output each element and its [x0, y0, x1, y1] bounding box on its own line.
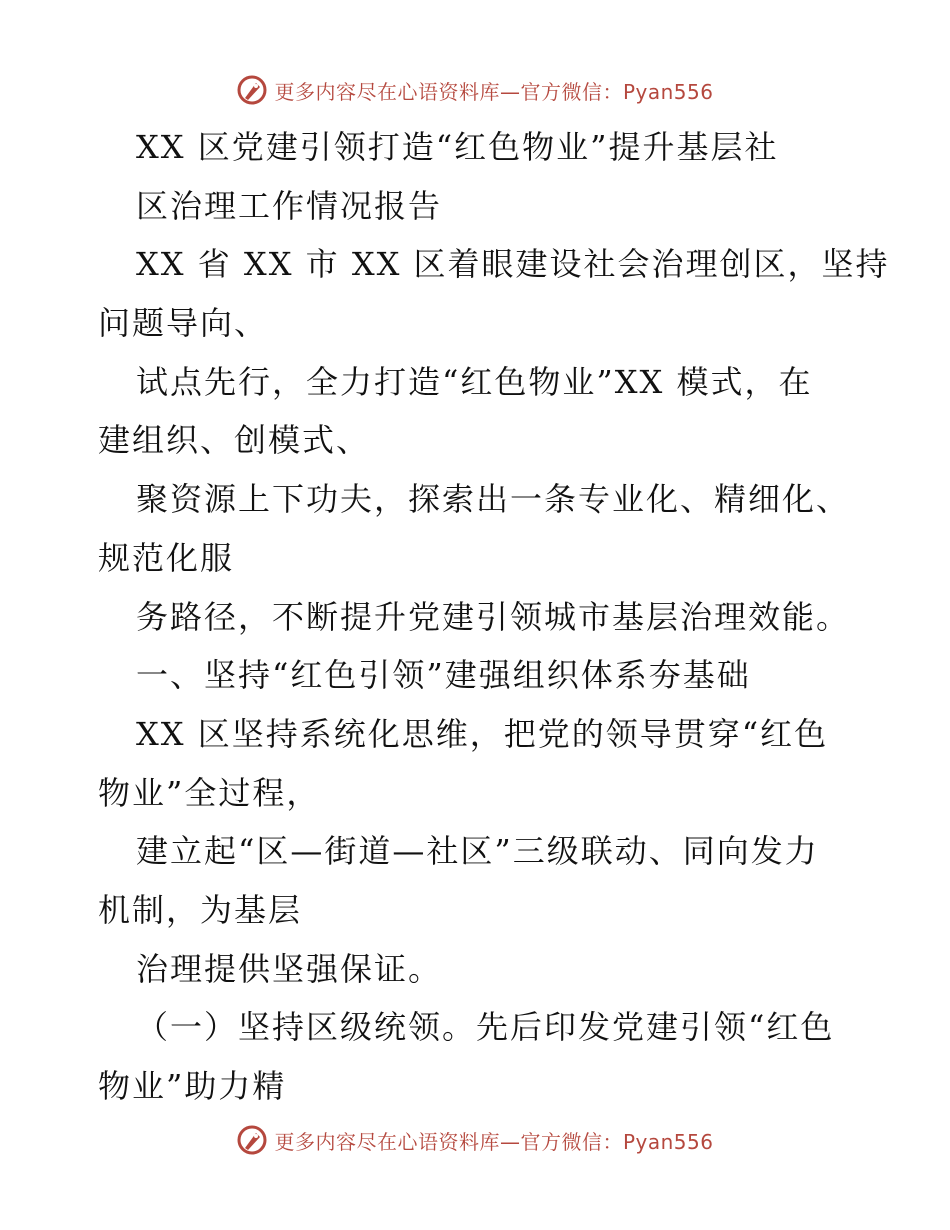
pen-nib-circle-icon: [236, 1124, 268, 1156]
doc-paragraph-line: 聚资源上下功夫，探索出一条专业化、精细化、: [136, 480, 851, 519]
doc-paragraph-line: 建立起“区—街道—社区”三级联动、同向发力: [136, 832, 819, 871]
pen-nib-circle-icon: [236, 74, 268, 106]
doc-paragraph-line: 物业”全过程，: [98, 773, 321, 812]
doc-paragraph-line: 务路径，不断提升党建引领城市基层治理效能。: [136, 597, 851, 636]
doc-paragraph-line: XX 区坚持系统化思维，把党的领导贯穿“红色: [136, 714, 829, 753]
doc-paragraph-line: 规范化服: [98, 538, 235, 577]
doc-title-line-2: 区治理工作情况报告: [136, 186, 443, 225]
doc-paragraph-line: 问题导向、: [98, 304, 269, 343]
doc-paragraph-line: 物业”助力精: [98, 1067, 287, 1105]
doc-subsection-line: （一）坚持区级统领。先后印发党建引领“红色: [136, 1008, 835, 1047]
footer-banner-text: 更多内容尽在心语资料库—官方微信：Pyan556: [274, 1129, 714, 1154]
footer-banner: [0, 1120, 950, 1160]
doc-paragraph-line: 建组织、创模式、: [98, 421, 371, 460]
doc-title-line-1: XX 区党建引领打造“红色物业”提升基层社: [136, 128, 779, 166]
doc-paragraph-line: XX 省 XX 市 XX 区着眼建设社会治理创区，坚持: [136, 245, 890, 284]
doc-section-heading: 一、坚持“红色引领”建强组织体系夯基础: [136, 656, 751, 695]
doc-paragraph-line: 治理提供坚强保证。: [136, 949, 443, 988]
document-body: [98, 118, 890, 1116]
doc-paragraph-line: 机制，为基层: [98, 890, 303, 929]
header-banner-text: 更多内容尽在心语资料库—官方微信：Pyan556: [274, 79, 714, 104]
header-banner: [0, 70, 950, 110]
doc-paragraph-line: 试点先行，全力打造“红色物业”XX 模式，在: [136, 362, 813, 401]
